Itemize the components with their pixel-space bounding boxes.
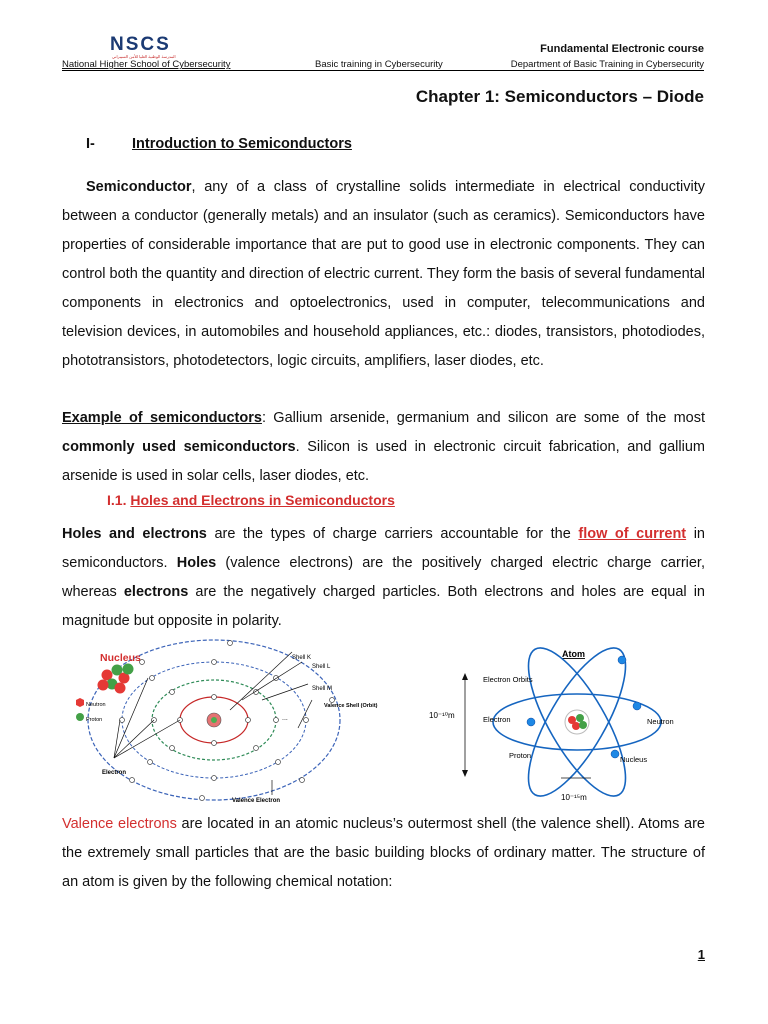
electrons-group — [120, 641, 335, 801]
p3-t3: (valence electrons) are the positively charged electric charge carrier, whereas — [62, 555, 705, 600]
p2-bold: commonly used semiconductors — [62, 439, 296, 455]
orbiting-electrons — [527, 656, 641, 758]
figure-atom-orbits — [425, 640, 715, 810]
label-atom-size: 10⁻¹⁰m — [429, 711, 455, 720]
p3-bold2: Holes — [176, 555, 217, 571]
flow-of-current-link[interactable]: flow of current — [578, 526, 687, 542]
logo-text: NSCS — [110, 34, 171, 55]
neutron-legend-icon — [76, 698, 84, 707]
figure-atom-shells — [62, 640, 378, 810]
examples-label: Example of semiconductors — [62, 410, 262, 426]
section-title: Introduction to Semiconductors — [132, 136, 352, 152]
label-neutron: Neutron — [647, 717, 674, 726]
training-name: Basic training in Cybersecurity — [315, 59, 443, 70]
center-proton — [211, 717, 217, 723]
department-name: Department of Basic Training in Cybersecurity — [510, 59, 704, 70]
page-header — [62, 30, 704, 72]
label-valence-shell: Valence Shell (Orbit) — [324, 703, 378, 709]
label-shell-l: Shell L — [312, 664, 331, 670]
label-proton: Proton — [509, 751, 532, 760]
label-electron: Electron — [102, 770, 127, 776]
term-semiconductor: Semiconductor — [86, 179, 192, 195]
p3-t1: are the types of charge carriers accountable for the — [206, 526, 579, 542]
p4-text: are located in an atomic nucleus’s outermost shell (the valence shell). Atoms are the extremely small particles that are the basic building blocks of ordinary matter. The structure of an atom is given by the following chemical notation: — [62, 816, 705, 890]
page-number: 1 — [697, 947, 705, 962]
p2-text-b: . Silicon is used in electronic circuit fabrication, and gallium arsenide is used in solar cells, laser diodes, etc. — [62, 439, 705, 484]
label-nucleus: Nucleus — [100, 652, 141, 664]
label-valence-electron: Valence Electron — [232, 798, 281, 804]
paragraph-holes-electrons — [62, 520, 705, 636]
label-neutron: Neutron — [86, 702, 106, 708]
school-name: National Higher School of Cybersecurity — [62, 59, 231, 70]
label-shell-m: Shell M — [312, 686, 333, 692]
subsection-number: I.1. — [107, 492, 127, 508]
section-number: I- — [86, 136, 95, 152]
proton-legend-icon — [76, 713, 84, 721]
paragraph-semiconductor — [62, 173, 705, 376]
p2-text-a: : Gallium arsenide, germanium and silicon are some of the most — [261, 410, 705, 426]
label-dots: ... — [282, 715, 288, 722]
logo-subtitle: المدرسة الوطنية العليا للأمن السيبراني — [112, 54, 176, 59]
chapter-title: Chapter 1: Semiconductors – Diode — [415, 87, 704, 106]
header-rule — [62, 70, 704, 71]
p3-bold3: electrons — [123, 584, 189, 600]
subsection-heading — [107, 492, 395, 508]
course-name: Fundamental Electronic course — [540, 43, 704, 55]
label-nucleus-size: 10⁻¹⁵m — [561, 793, 587, 802]
p3-t4: are the negatively charged particles. Both electrons and holes are equal in magnitude but opposite in polarity. — [62, 584, 705, 629]
p1-text: , any of a class of crystalline solids intermediate in electrical conductivity between a conductor (generally metals) and an insulator (such as ceramics). Semiconductors have properties of considerable importance that are put to good use in electronic components. They can control both the quantity and direction of electric current. They form the basis of several fundamental components in electronics and optoelectronics, used in computer, telecommunications and television devices, in automobiles and household appliances, etc.: diodes, transistors, photodiodes, phototransistors, photodetectors, logic circuits, amplifiers, laser diodes, etc. — [62, 179, 705, 369]
nucleus-cluster — [98, 664, 134, 694]
section-heading — [86, 136, 352, 152]
label-electron-orbits: Electron Orbits — [483, 675, 533, 684]
label-shell-k: Shell K — [292, 655, 312, 661]
paragraph-valence-electrons — [62, 810, 705, 897]
p3-t2: in semiconductors. — [62, 526, 705, 571]
label-electron: Electron — [483, 715, 511, 724]
p3-bold1: Holes and electrons — [62, 526, 207, 542]
label-proton: Proton — [86, 717, 103, 723]
valence-electrons-term: Valence electrons — [62, 816, 177, 832]
label-nucleus: Nucleus — [620, 755, 648, 764]
subsection-title: Holes and Electrons in Semiconductors — [130, 492, 395, 508]
paragraph-examples — [62, 404, 705, 491]
label-atom-title: Atom — [562, 649, 585, 659]
